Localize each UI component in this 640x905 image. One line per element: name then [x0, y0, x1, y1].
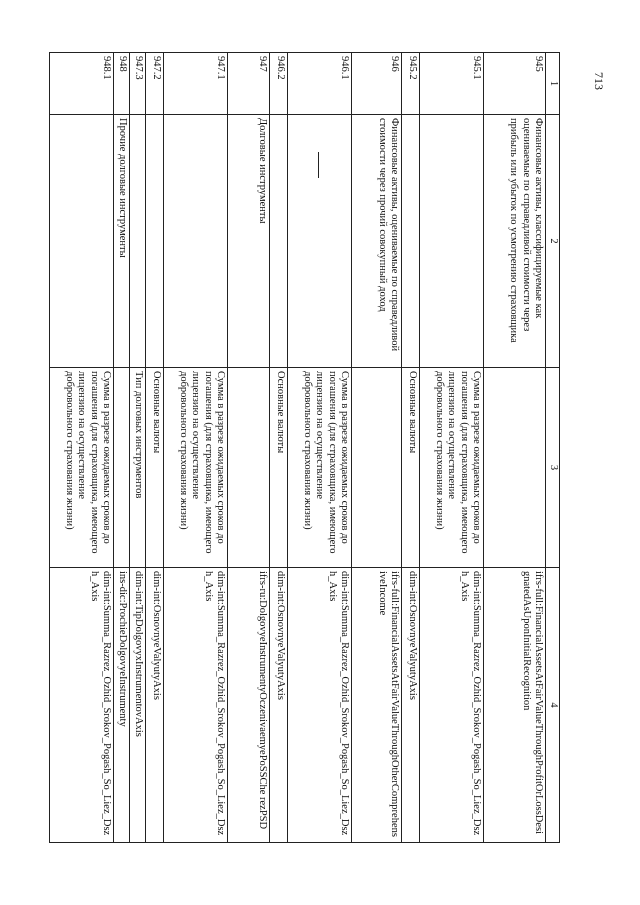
row-dimension-cell: Основные валюты [270, 368, 288, 568]
table-row [228, 53, 270, 843]
row-id-cell: 947.2 [146, 53, 164, 115]
page-number: 713 [592, 72, 606, 90]
row-code-cell: ifrs-full:FinancialAssetsAtFairValueThroughProfitOrLossDesignatedAsUponInitialRecognition [484, 568, 546, 843]
table-row [50, 53, 114, 843]
row-dimension-cell: Сумма в разрезе ожидаемых сроков до погашения (для страховщика, имеющего лицензию на осуществление добровольного страхования жизни) [50, 368, 114, 568]
table-row [352, 53, 402, 843]
row-name-cell [50, 115, 114, 368]
row-name-cell [270, 115, 288, 368]
table-row [402, 53, 420, 843]
row-dimension-cell: Сумма в разрезе ожидаемых сроков до погашения (для страховщика, имеющего лицензию на осуществление добровольного страхования жизни) [164, 368, 228, 568]
table-row [114, 53, 130, 843]
row-name-cell: Финансовые активы, классифицируемые как оцениваемые по справедливой стоимости через прибыль или убыток по усмотрению страховщика [484, 115, 546, 368]
table-row [270, 53, 288, 843]
row-id-cell: 946.2 [270, 53, 288, 115]
row-dimension-cell: Сумма в разрезе ожидаемых сроков до погашения (для страховщика, имеющего лицензию на осуществление добровольного страхования жизни) [420, 368, 484, 568]
table-row [130, 53, 146, 843]
row-code-cell: dim-int:OsnovnyeValyutyAxis [270, 568, 288, 843]
header-cell-4: 4 [546, 568, 560, 843]
taxonomy-table [50, 52, 561, 843]
header-cell-3: 3 [546, 368, 560, 568]
table-row [164, 53, 228, 843]
row-code-cell: dim-int:Summa_Razrez_Ozhid_Srokov_Pogash_So_Liez_Dszh_Axis [50, 568, 114, 843]
row-id-cell: 947.3 [130, 53, 146, 115]
header-row [546, 53, 560, 843]
row-code-cell: dim-int:TipDolgovyxInstrumentovAxis [130, 568, 146, 843]
row-name-cell [130, 115, 146, 368]
rotated-page [60, 52, 560, 842]
row-dimension-cell: Сумма в разрезе ожидаемых сроков до погашения (для страховщика, имеющего лицензию на осуществление добровольного страхования жизни) [288, 368, 352, 568]
header-cell-2: 2 [546, 115, 560, 368]
row-dimension-cell [484, 368, 546, 568]
row-id-cell: 948 [114, 53, 130, 115]
header-cell-1: 1 [546, 53, 560, 115]
row-name-cell [402, 115, 420, 368]
row-name-cell [420, 115, 484, 368]
row-dimension-cell: Основные валюты [146, 368, 164, 568]
row-id-cell: 945 [484, 53, 546, 115]
row-code-cell: dim-int:OsnovnyeValyutyAxis [402, 568, 420, 843]
row-code-cell: dim-int:Summa_Razrez_Ozhid_Srokov_Pogash_So_Liez_Dszh_Axis [420, 568, 484, 843]
row-dimension-cell: Основные валюты [402, 368, 420, 568]
row-name-cell: Долговые инструменты [228, 115, 270, 368]
row-code-cell: dim-int:OsnovnyeValyutyAxis [146, 568, 164, 843]
row-dimension-cell [228, 368, 270, 568]
row-id-cell: 945.2 [402, 53, 420, 115]
row-id-cell: 946 [352, 53, 402, 115]
row-id-cell: 948.1 [50, 53, 114, 115]
row-code-cell: ins-dic:ProchieDolgovyeInstrumenty [114, 568, 130, 843]
table-row [288, 53, 352, 843]
table-row [420, 53, 484, 843]
row-id-cell: 946.1 [288, 53, 352, 115]
row-dimension-cell: Тип долговых инструментов [130, 368, 146, 568]
row-code-cell: dim-int:Summa_Razrez_Ozhid_Srokov_Pogash_So_Liez_Dszh_Axis [288, 568, 352, 843]
row-id-cell: 945.1 [420, 53, 484, 115]
row-id-cell: 947.1 [164, 53, 228, 115]
row-name-cell [164, 115, 228, 368]
table-row [484, 53, 546, 843]
row-code-cell: dim-int:Summa_Razrez_Ozhid_Srokov_Pogash_So_Liez_Dszh_Axis [164, 568, 228, 843]
row-name-cell [146, 115, 164, 368]
row-code-cell: ifrs-ru:DolgovyeInstrumentyOczenivaemyePoSSChe rezPSD [228, 568, 270, 843]
row-dimension-cell [352, 368, 402, 568]
table-body [50, 53, 560, 843]
table-row [146, 53, 164, 843]
row-name-cell [288, 115, 352, 368]
row-code-cell: ifrs-full:FinancialAssetsAtFairValueThroughOtherComprehensiveIncome [352, 568, 402, 843]
row-name-cell: Прочие долговые инструменты [114, 115, 130, 368]
row-name-cell: Финансовые активы, оцениваемые по справедливой стоимости через прочий совокупный доход [352, 115, 402, 368]
row-id-cell: 947 [228, 53, 270, 115]
row-dimension-cell [114, 368, 130, 568]
